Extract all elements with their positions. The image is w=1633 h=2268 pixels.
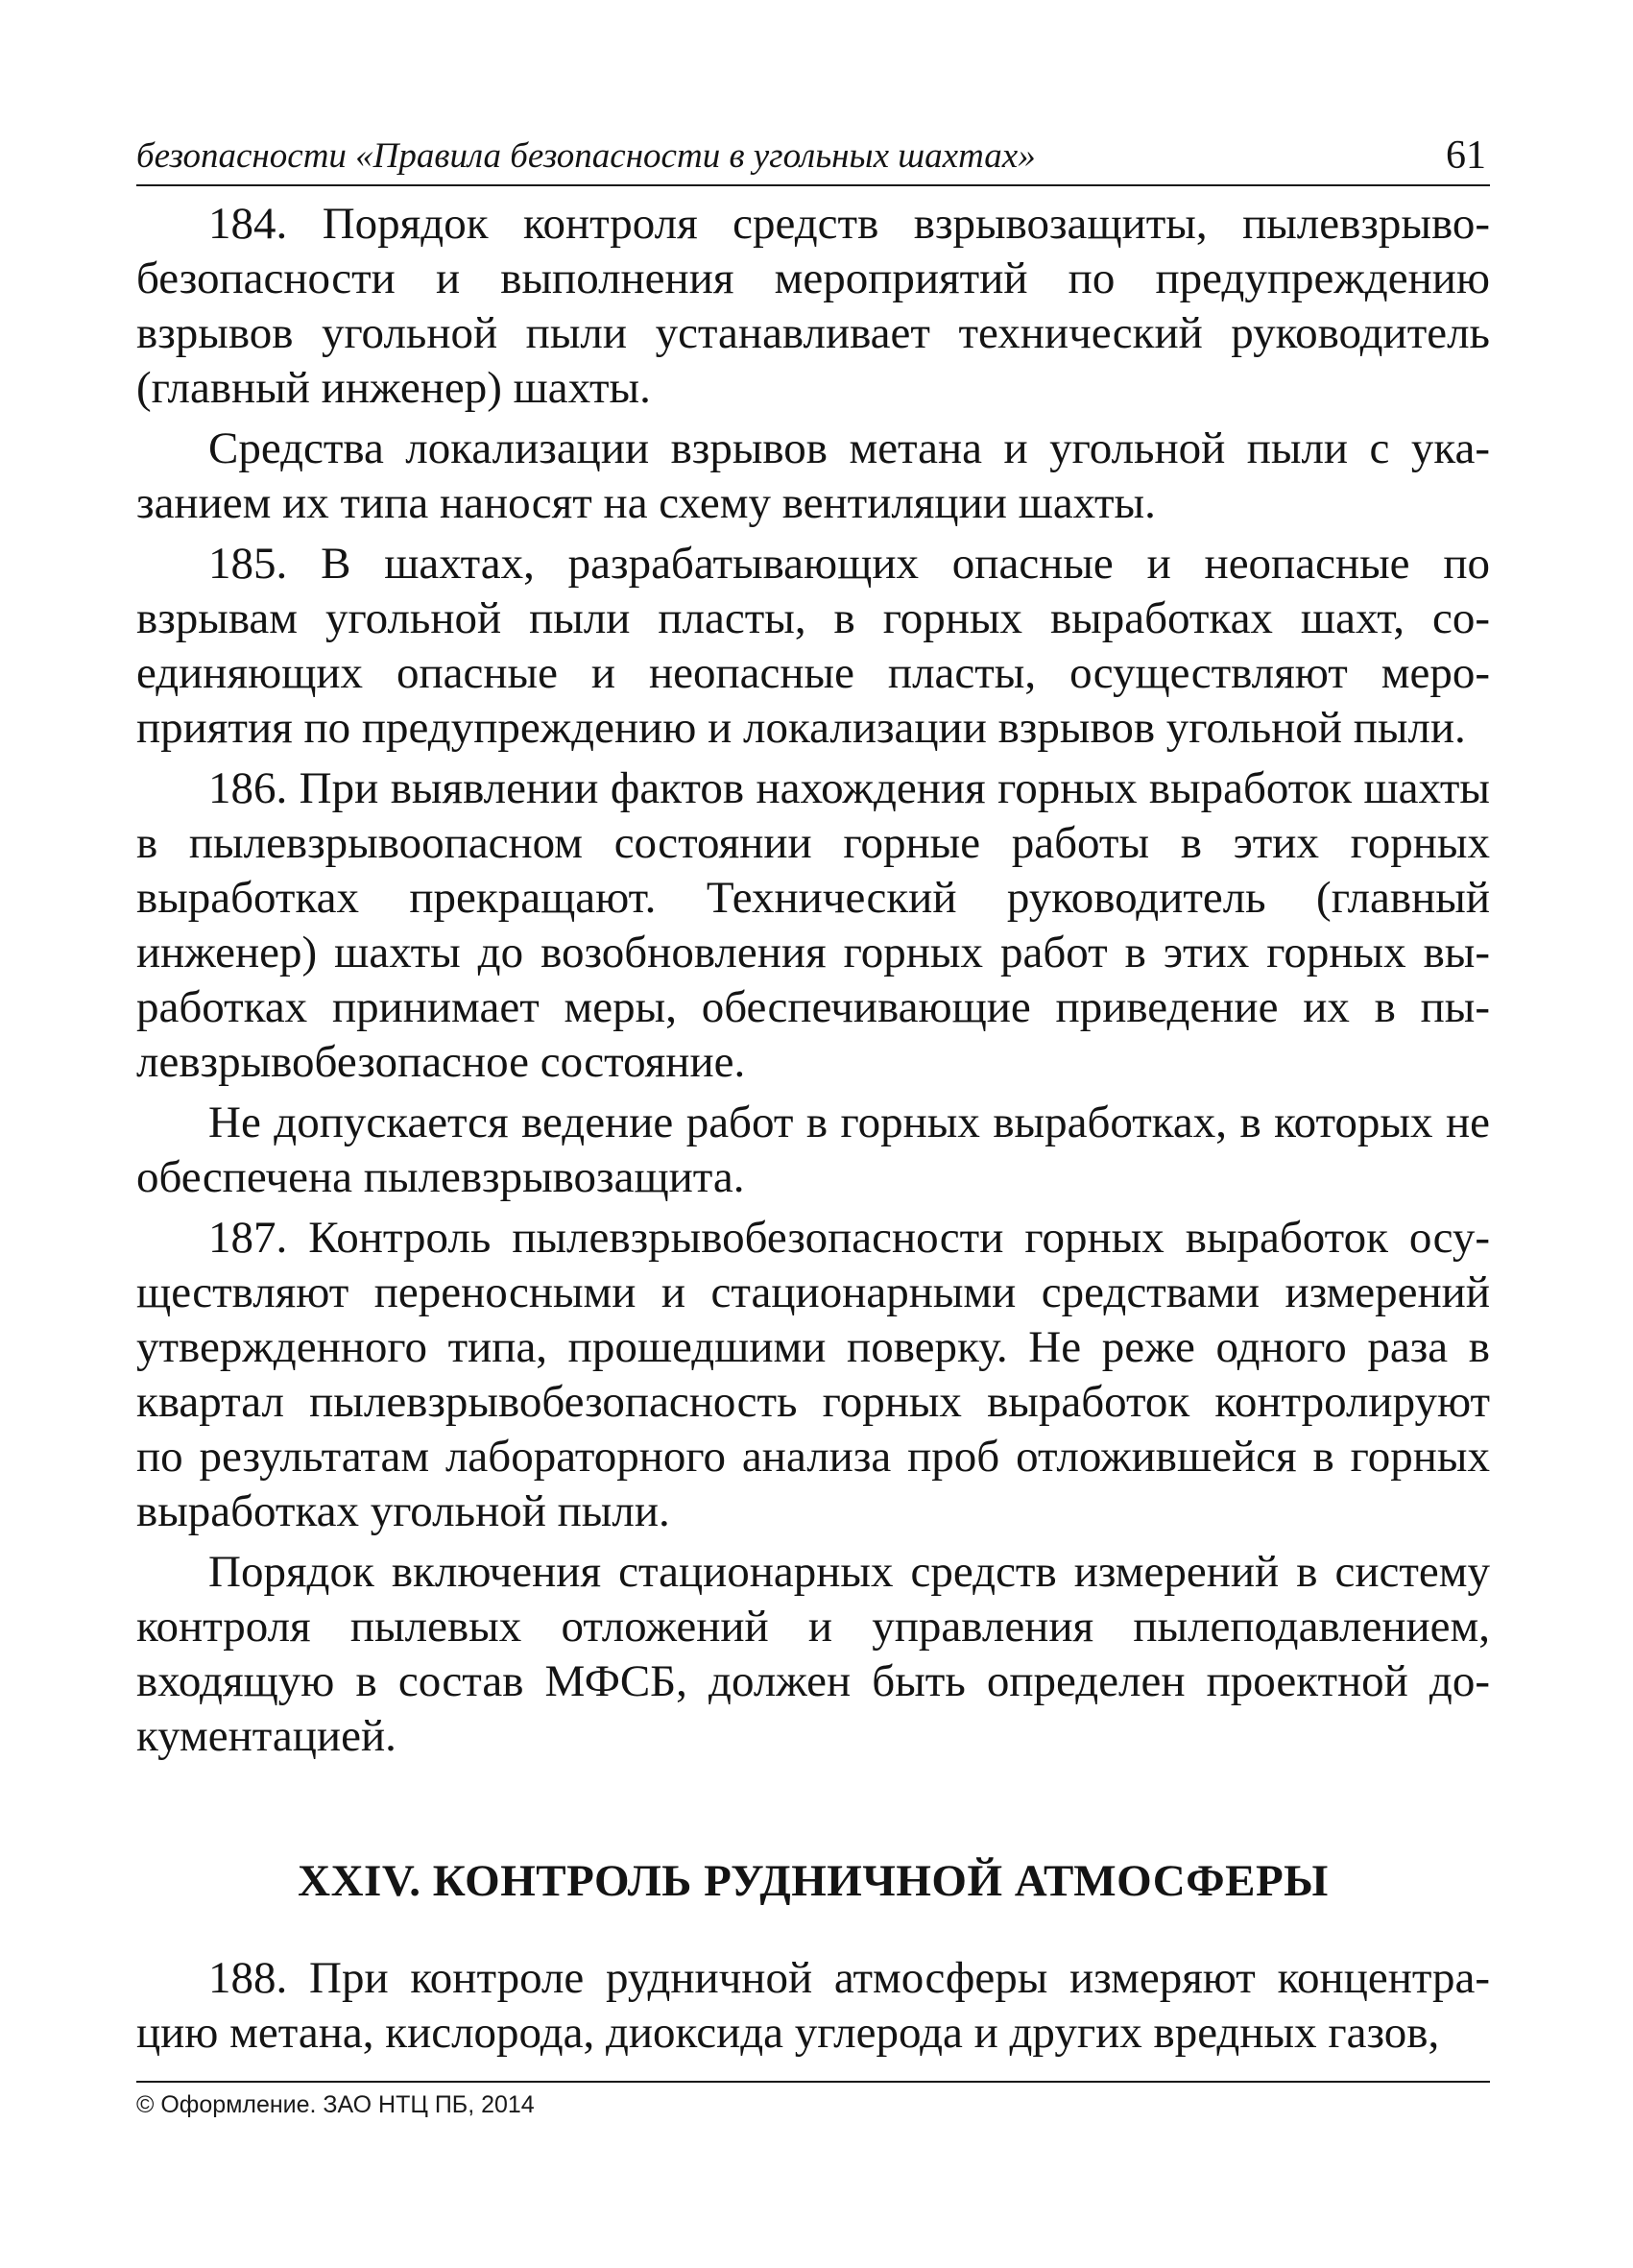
running-header — [136, 131, 1490, 186]
paragraph-184-1: 184. Порядок контроля средств взрывозащиты, пылевзрывобезопасности и выполнения мероприятий по предупреждению взрывов угольной пыли устанавливает технический руководитель (главный инженер) шахты. — [136, 199, 1490, 413]
running-title: безопасности «Правила безопасности в угольных шахтах» — [136, 136, 1036, 176]
footer-copyright: © Оформление. ЗАО НТЦ ПБ, 2014 — [136, 2091, 535, 2118]
page-number: 61 — [1446, 133, 1486, 178]
paragraph-184-2: Средства локализации взрывов метана и угольной пыли с указанием их типа наносят на схему вентиляции шахты. — [136, 423, 1490, 528]
page-content — [136, 197, 1490, 2066]
paragraph-187-1: 187. Контроль пылевзрывобезопасности горных выработок осуществляют переносными и стационарными средствами измерений утвержденного типа, прошедшими поверку. Не реже одного раза в квартал пылевзрывобезопасность горных выработок контролируют по результатам лабораторного анализа проб отложившейся в горных выработках угольной пыли. — [136, 1213, 1490, 1536]
paragraph-186-1: 186. При выявлении фактов нахождения горных выработок шахты в пылевзрывоопасном состоянии горные работы в этих горных выработках прекращают. Технический руководитель (главный инженер) шахты до возобновления горных работ в этих горных выработках принимает меры, обеспечивающие приведение их в пылевзрывобезопасное состояние. — [136, 763, 1490, 1087]
footer-divider — [136, 2081, 1490, 2083]
section-heading: XXIV. КОНТРОЛЬ РУДНИЧНОЙ АТМОСФЕРЫ — [298, 1856, 1329, 1906]
paragraph-188: 188. При контроле рудничной атмосферы измеряют концентрацию метана, кислорода, диоксида углерода и других вредных газов, — [136, 1953, 1490, 2058]
paragraph-185: 185. В шахтах, разрабатывающих опасные и неопасные по взрывам угольной пыли пласты, в горных выработках шахт, соединяющих опасные и неопасные пласты, осуществляют мероприятия по предупреждению и локализации взрывов угольной пыли. — [136, 539, 1490, 753]
paragraph-187-2: Порядок включения стационарных средств измерений в систему контроля пылевых отложений и управления пылеподавлением, входящую в состав МФСБ, должен быть определен проектной документацией. — [136, 1547, 1490, 1761]
paragraph-186-2: Не допускается ведение работ в горных выработках, в которых не обеспечена пылевзрывозащита. — [136, 1098, 1490, 1202]
